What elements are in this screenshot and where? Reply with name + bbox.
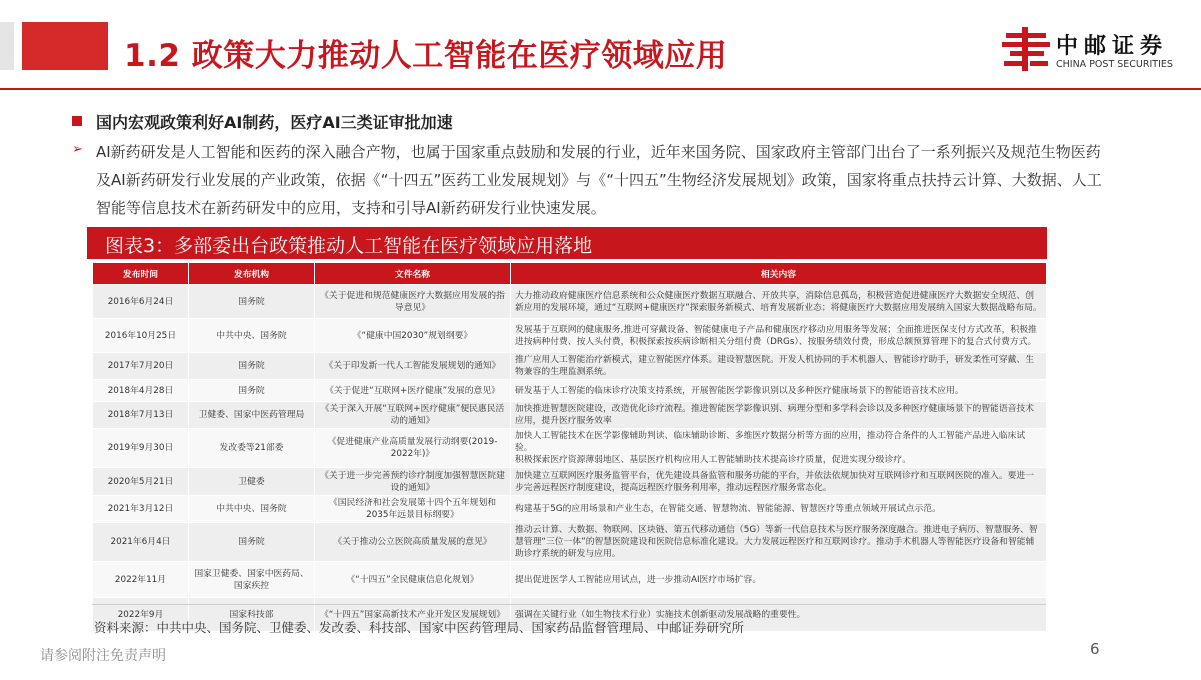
cell-content — [511, 496, 1047, 523]
cell-document: 《关于深入开展“互联网+医疗健康”便民惠民活动的通知》 — [315, 402, 511, 429]
cell-date: 2020年5月21日 — [93, 468, 189, 496]
content-line: 构建基于5G的应用场景和产业生态，在智能交通、智慧物流、智能能源、智慧医疗等重点领域开展试点示范。 — [515, 504, 941, 514]
cell-document: 《关于进一步完善预约诊疗制度加强智慧医院建设的通知》 — [315, 468, 511, 496]
section-heading: 国内宏观政策利好AI制药，医疗AI三类证审批加速 — [96, 113, 453, 132]
content-line: 加快建立互联网医疗服务监管平台，优先建设具备监管和服务功能的平台，并依法依规加快对互联网诊疗和互联网医院的准入。要进一步完善远程医疗制度建设，提高远程医疗服务利用率，推动远程医疗服务常态化。 — [515, 470, 1035, 493]
cell-org: 国家卫健委、国家中医药局、国家疾控 — [189, 562, 315, 598]
table-row — [93, 285, 1047, 319]
body-paragraph: AI新药研发是人工智能和医药的深入融合产物，也属于国家重点鼓励和发展的行业，近年来国务院、国家政府主管部门出台了一系列振兴及规范生物医药及AI新药研发行业发展的产业政策，依据《“十四五”医药工业发展规划》与《“十四五”生物经济发展规划》政策，国家将重点扶持云计算、大数据、人工智能等信息技术在新药研发中的应用，支持和引导AI新药研发行业快速发展。 — [96, 143, 1102, 217]
cell-date: 2018年4月28日 — [93, 380, 189, 402]
disclaimer-footer: 请参阅附注免责声明 — [40, 648, 166, 664]
cell-date: 2022年9月 — [93, 598, 189, 632]
cell-org: 发改委等21部委 — [189, 429, 315, 468]
cell-org: 国务院 — [189, 285, 315, 319]
cell-content — [511, 353, 1047, 380]
content-line: 研发基于人工智能的临床诊疗决策支持系统，开展智能医学影像识别以及多种医疗健康场景下的智能语音技术应用。 — [515, 385, 964, 396]
china-post-logo-icon — [1000, 27, 1052, 73]
cell-content — [511, 285, 1047, 319]
content-line: 推广应用人工智能治疗新模式，建立智能医疗体系。建设智慧医院。开发人机协同的手术机器人、智能诊疗助手，研发柔性可穿戴、生物兼容的生理监测系统。 — [515, 355, 1035, 377]
cell-content — [511, 562, 1047, 598]
table-row — [93, 380, 1047, 402]
title-divider — [0, 88, 1201, 90]
table-row — [93, 523, 1047, 562]
cell-date: 2017年7月20日 — [93, 353, 189, 380]
page-number: 6 — [1090, 640, 1100, 658]
column-header-date: 发布时间 — [93, 263, 189, 285]
cell-content — [511, 402, 1047, 429]
content-line: 大力推动政府健康医疗信息系统和公众健康医疗数据互联融合、开放共享，消除信息孤岛，积极营造促进健康医疗大数据安全规范、创新应用的发展环境，通过“互联网+健康医疗”探索服务新模式、培育发展新业态；将健康医疗大数据应用发展纳入国家大数据战略布局。 — [515, 290, 1042, 313]
table-header-row — [93, 263, 1047, 285]
table-row — [93, 429, 1047, 468]
cell-document: 《关于促进和规范健康医疗大数据应用发展的指导意见》 — [315, 285, 511, 319]
cell-document: 《“十四五”全民健康信息化规划》 — [315, 562, 511, 598]
table-row — [93, 468, 1047, 496]
cell-date: 2021年3月12日 — [93, 496, 189, 523]
table-row — [93, 496, 1047, 523]
column-header-document: 文件名称 — [315, 263, 511, 285]
logo-english-name: CHINA POST SECURITIES — [1056, 59, 1173, 70]
cell-content — [511, 468, 1047, 496]
cell-content — [511, 523, 1047, 562]
content-line: 推动云计算、大数据、物联网、区块链、第五代移动通信（5G）等新一代信息技术与医疗服务深度融合。推进电子病历、智慧服务、智慧管理“三位一体”的智慧医院建设和医院信息标准化建设。大力发展远程医疗和互联网诊疗。推动手术机器人等智能医疗设备和智能辅助诊疗系统的研发与应用。 — [515, 525, 1038, 559]
section-bullet — [72, 116, 82, 126]
content-line: 加快人工智能技术在医学影像辅助判读、临床辅助诊断、多维医疗数据分析等方面的应用，推动符合条件的人工智能产品进入临床试验。 — [515, 431, 1026, 453]
cell-org: 中共中央、国务院 — [189, 496, 315, 523]
cell-document: 《关于印发新一代人工智能发展规划的通知》 — [315, 353, 511, 380]
cell-content — [511, 319, 1047, 353]
cell-org: 卫健委 — [189, 468, 315, 496]
arrow-bullet-icon: ➢ — [72, 142, 83, 157]
figure-bottom-rule — [92, 604, 1046, 605]
cell-date: 2016年10月25日 — [93, 319, 189, 353]
title-accent-red — [22, 22, 108, 70]
cell-date: 2018年7月13日 — [93, 402, 189, 429]
table-row — [93, 319, 1047, 353]
cell-document: 《“健康中国2030”规划纲要》 — [315, 319, 511, 353]
title-accent-gray — [0, 22, 14, 70]
figure-title: 图表3：多部委出台政策推动人工智能在医疗领域应用落地 — [105, 235, 593, 257]
column-header-org: 发布机构 — [189, 263, 315, 285]
cell-document: 《促进健康产业高质量发展行动纲要(2019-2022年)》 — [315, 429, 511, 468]
cell-document: 《关于促进“互联网+医疗健康”发展的意见》 — [315, 380, 511, 402]
page-title: 1.2 政策大力推动人工智能在医疗领域应用 — [124, 38, 728, 74]
cell-content — [511, 429, 1047, 468]
cell-document: 《“十四五”国家高新技术产业开发区发展规划》 — [315, 598, 511, 632]
content-line: 强调在关键行业（如生物技术行业）实施技术创新驱动发展战略的重要性。 — [515, 609, 806, 620]
table-row — [93, 562, 1047, 598]
company-logo — [1000, 27, 1190, 77]
policy-table — [92, 262, 1047, 632]
table-row — [93, 353, 1047, 380]
table-row — [93, 402, 1047, 429]
cell-date: 2019年9月30日 — [93, 429, 189, 468]
cell-document: 《关于推动公立医院高质量发展的意见》 — [315, 523, 511, 562]
cell-document: 《国民经济和社会发展第十四个五年规划和2035年远景目标纲要》 — [315, 496, 511, 523]
content-line: 加快推进智慧医院建设，改造优化诊疗流程。推进智能医学影像识别、病理分型和多学科会诊以及多种医疗健康场景下的智能语音技术应用，提升医疗服务效率 — [515, 404, 1035, 426]
cell-date: 2022年11月 — [93, 562, 189, 598]
figure-title-bar — [87, 227, 1047, 259]
content-line: 发展基于互联网的健康服务,推进可穿戴设备、智能健康电子产品和健康医疗移动应用服务等发展；全面推进医保支付方式改革，积极推进按病种付费、按人头付费，积极探索按疾病诊断相关分组付费（DRGs）、按服务绩效付费，形成总额预算管理下的复合式付费方式。 — [515, 324, 1037, 347]
logo-chinese-name: 中邮证券 — [1056, 34, 1169, 59]
cell-date: 2016年6月24日 — [93, 285, 189, 319]
content-line: 提出促进医学人工智能应用试点，进一步推动AI医疗市场扩容。 — [515, 574, 762, 585]
source-note: 资料来源：中共中央、国务院、卫健委、发改委、科技部、国家中医药管理局、国家药品监督管理局、中邮证券研究所 — [94, 620, 745, 635]
column-header-content: 相关内容 — [511, 263, 1047, 285]
cell-org: 卫健委、国家中医药管理局 — [189, 402, 315, 429]
cell-org: 国家科技部 — [189, 598, 315, 632]
cell-org: 国务院 — [189, 353, 315, 380]
cell-content — [511, 380, 1047, 402]
cell-date: 2021年6月4日 — [93, 523, 189, 562]
content-line: 积极探索医疗资源薄弱地区、基层医疗机构应用人工智能辅助技术提高诊疗质量，促进实现分级诊疗。 — [515, 455, 911, 465]
cell-org: 国务院 — [189, 380, 315, 402]
cell-org: 中共中央、国务院 — [189, 319, 315, 353]
cell-org: 国务院 — [189, 523, 315, 562]
